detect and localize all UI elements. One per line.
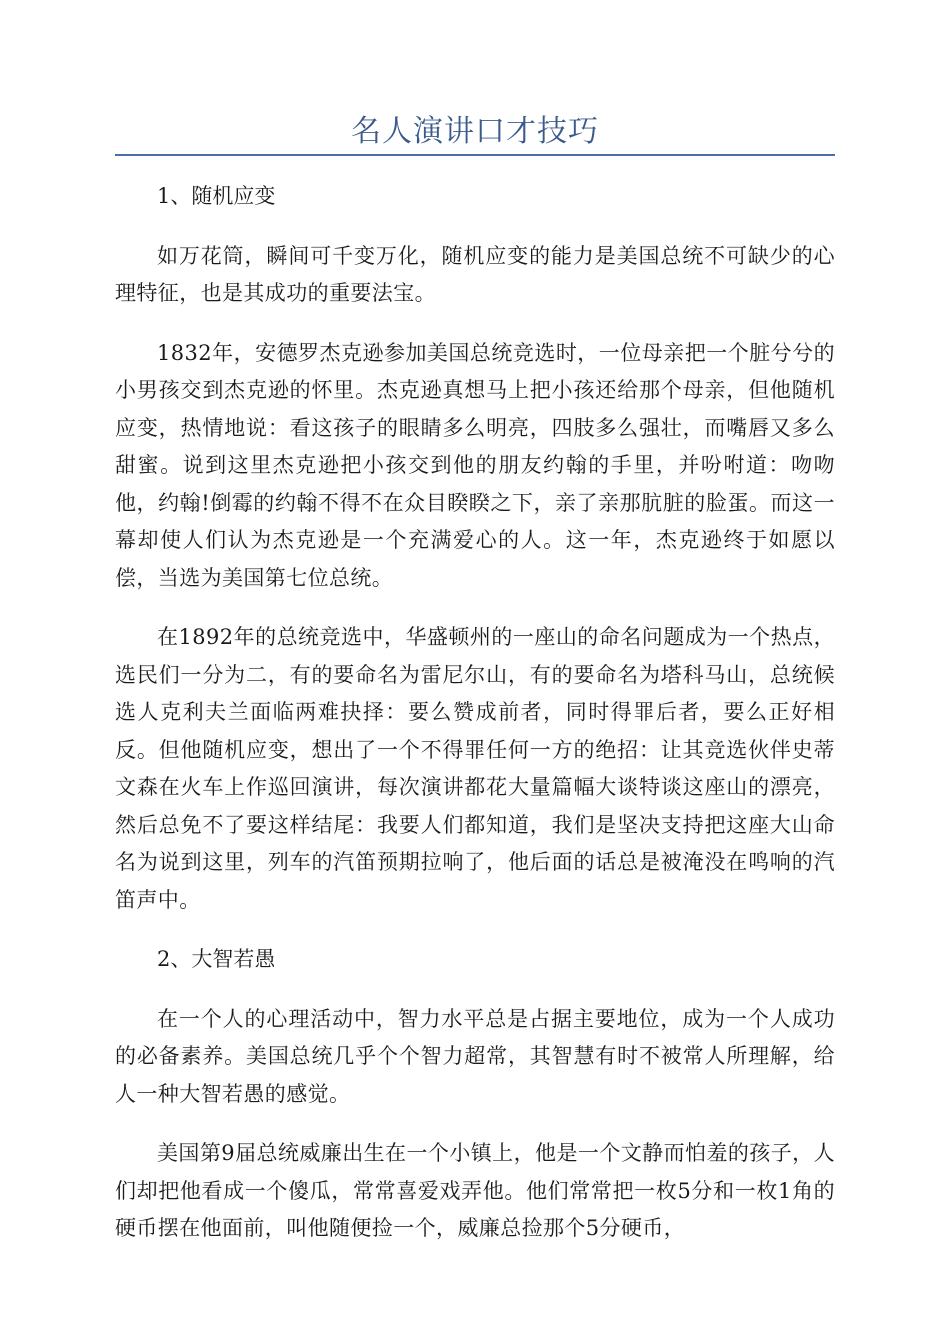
document-page	[115, 0, 835, 1270]
section-heading-1: 1、随机应变	[157, 184, 276, 208]
document-title: 名人演讲口才技巧	[351, 114, 599, 149]
paragraph-3: 在1892年的总统竞选中，华盛顿州的一座山的命名问题成为一个热点，选民们一分为二，有的要命名为雷尼尔山，有的要命名为塔科马山，总统候选人克利夫兰面临两难抉择：要么赞成前者，同时得罪后者，要么正好相反。但他随机应变，想出了一个不得罪任何一方的绝招：让其竞选伙伴史蒂文森在火车上作巡回演讲，每次演讲都花大量篇幅大谈特谈这座山的漂亮，然后总免不了要这样结尾：我要人们都知道，我们是坚决支持把这座大山命名为说到这里，列车的汽笛预期拉响了，他后面的话总是被淹没在鸣响的汽笛声中。	[115, 625, 835, 912]
document-body	[115, 178, 835, 1248]
paragraph-4: 在一个人的心理活动中，智力水平总是占据主要地位，成为一个人成功的必备素养。美国总统几乎个个智力超常，其智慧有时不被常人所理解，给人一种大智若愚的感觉。	[115, 1006, 835, 1106]
paragraph-1: 如万花筒，瞬间可千变万化，随机应变的能力是美国总统不可缺少的心理特征，也是其成功的重要法宝。	[115, 243, 835, 305]
title-underline	[115, 154, 835, 156]
section-heading-2: 2、大智若愚	[157, 947, 276, 971]
paragraph-2: 1832年，安德罗杰克逊参加美国总统竞选时，一位母亲把一个脏兮兮的小男孩交到杰克逊的怀里。杰克逊真想马上把小孩还给那个母亲，但他随机应变，热情地说：看这孩子的眼睛多么明亮，四肢多么强壮，而嘴唇又多么甜蜜。说到这里杰克逊把小孩交到他的朋友约翰的手里，并吩咐道：吻吻他，约翰!倒霉的约翰不得不在众目睽睽之下，亲了亲那肮脏的脸蛋。而这一幕却使人们认为杰克逊是一个充满爱心的人。这一年，杰克逊终于如愿以偿，当选为美国第七位总统。	[115, 340, 835, 590]
paragraph-5: 美国第9届总统威廉出生在一个小镇上，他是一个文静而怕羞的孩子，人们却把他看成一个傻瓜，常常喜爱戏弄他。他们常常把一枚5分和一枚1角的硬币摆在他面前，叫他随便捡一个，威廉总捡那个5分硬币，	[115, 1141, 835, 1240]
